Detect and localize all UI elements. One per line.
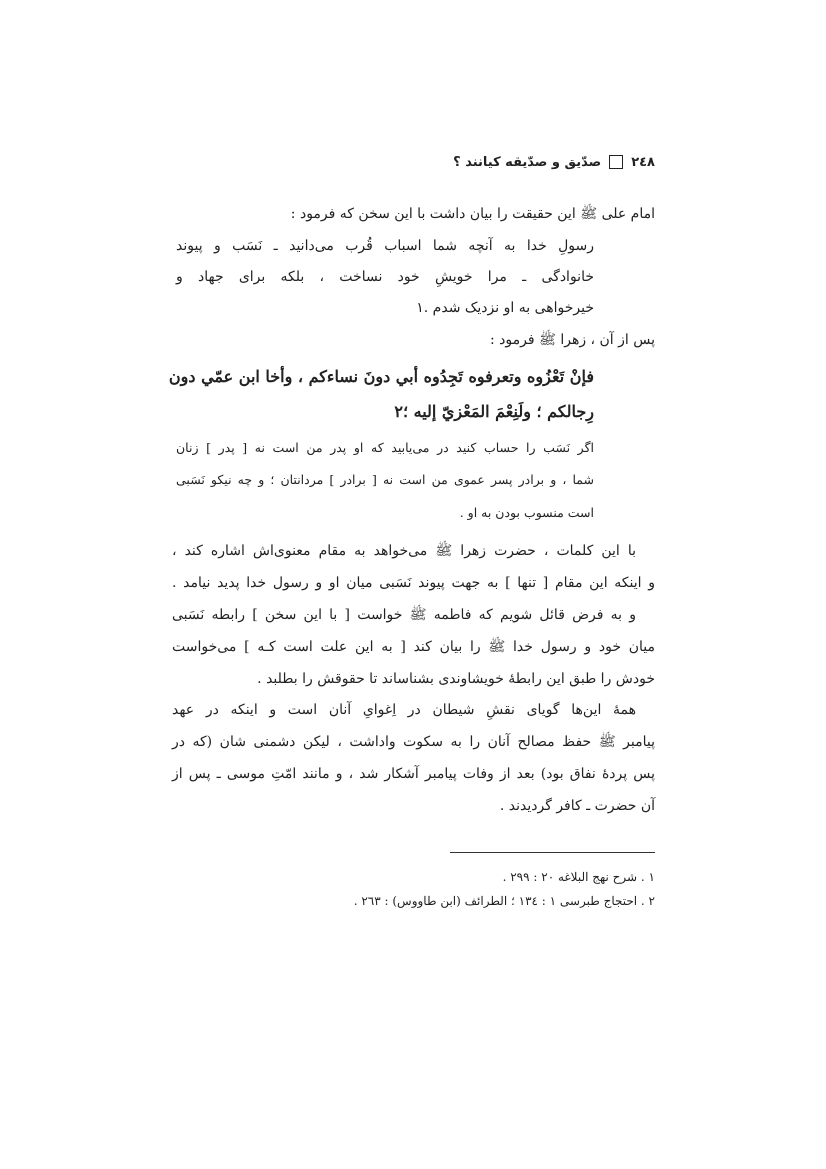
translation-line: اگر نَسَب را حساب کنید در می‌یابید که او پدر من است نه [ پدر ] زنان bbox=[176, 440, 594, 455]
arabic-quote-line: رِجالکم ؛ ولَنِعْمَ المَعْزيّ إليه ؛٢ bbox=[394, 402, 594, 421]
footnote-separator bbox=[450, 852, 655, 853]
footnote: ٢ . احتجاج طبرسی ١ : ١٣٤ ؛ الطرائف (ابن طاووس) : ٢٦٣ . bbox=[353, 894, 655, 908]
quote-line: رسولِ خدا به آنچه شما اسباب قُرب می‌دانید ـ نَسَب و پیوند bbox=[176, 238, 594, 254]
paragraph-line: پیامبر ﷺ حفظ مصالح آنان را به سکوت واداشت ، لیکن دشمنی شان (که در bbox=[172, 734, 655, 750]
paragraph-line: آن حضرت ـ کافر گردیدند . bbox=[499, 798, 655, 814]
arabic-quote-line: فإنْ تَعْزُوه وتعرفوه تَجِدُوه أبي دونَ نساءکم ، وأخا ابن عمّي دون bbox=[168, 367, 594, 386]
paragraph-line: همهٔ این‌ها گویای نقشِ شیطان در اِغوایِ آنان است و اینکه در عهد bbox=[172, 702, 636, 718]
quote-line: خانوادگی ـ مرا خویشِ خود نساخت ، بلکه برای جهاد و bbox=[176, 269, 594, 285]
quote-line: خیرخواهی به او نزدیک شدم .١ bbox=[416, 300, 594, 316]
translation-line: است منسوب بودن به او . bbox=[459, 505, 594, 520]
translation-line: شما ، و برادر پسر عموی من است نه [ برادر ] مردانتان ؛ و چه نیکو نَسَبی bbox=[176, 472, 594, 487]
page-number: ٢٤٨ bbox=[631, 154, 655, 170]
paragraph-line: میان خود و رسول خدا ﷺ را بیان کند [ به این علت است کـه ] می‌خواست bbox=[172, 639, 655, 655]
paragraph-line: امام علی ﷺ این حقیقت را بیان داشت با این سخن که فرمود : bbox=[290, 206, 655, 222]
square-icon bbox=[609, 155, 623, 169]
paragraph-line: خودش را طبق این رابطهٔ خویشاوندی بشناساند تا حقوقش را بطلبد . bbox=[257, 671, 655, 687]
running-title: صدّیق و صدّیقه کیانند ؟ bbox=[453, 154, 602, 170]
footnote: ١ . شرح نهج البلاغه ٢٠ : ٢٩٩ . bbox=[502, 870, 655, 884]
paragraph-line: پس پردهٔ نفاق بود) بعد از وفات پیامبر آشکار شد ، و مانند امّتِ موسی ـ پس از bbox=[172, 766, 655, 782]
paragraph-line: با این کلمات ، حضرت زهرا ﷺ می‌خواهد به مقام معنوی‌اش اشاره کند ، bbox=[172, 543, 636, 559]
paragraph-line: و به فرض قائل شویم که فاطمه ﷺ خواست [ با این سخن ] رابطه نَسَبی bbox=[172, 607, 636, 623]
paragraph-line: پس از آن ، زهرا ﷺ فرمود : bbox=[489, 332, 655, 348]
page-header bbox=[180, 150, 655, 174]
paragraph-line: و اینکه این مقام [ تنها ] به جهت پیوند نَسَبی میان او و رسول خدا پدید نیامد . bbox=[172, 575, 655, 591]
